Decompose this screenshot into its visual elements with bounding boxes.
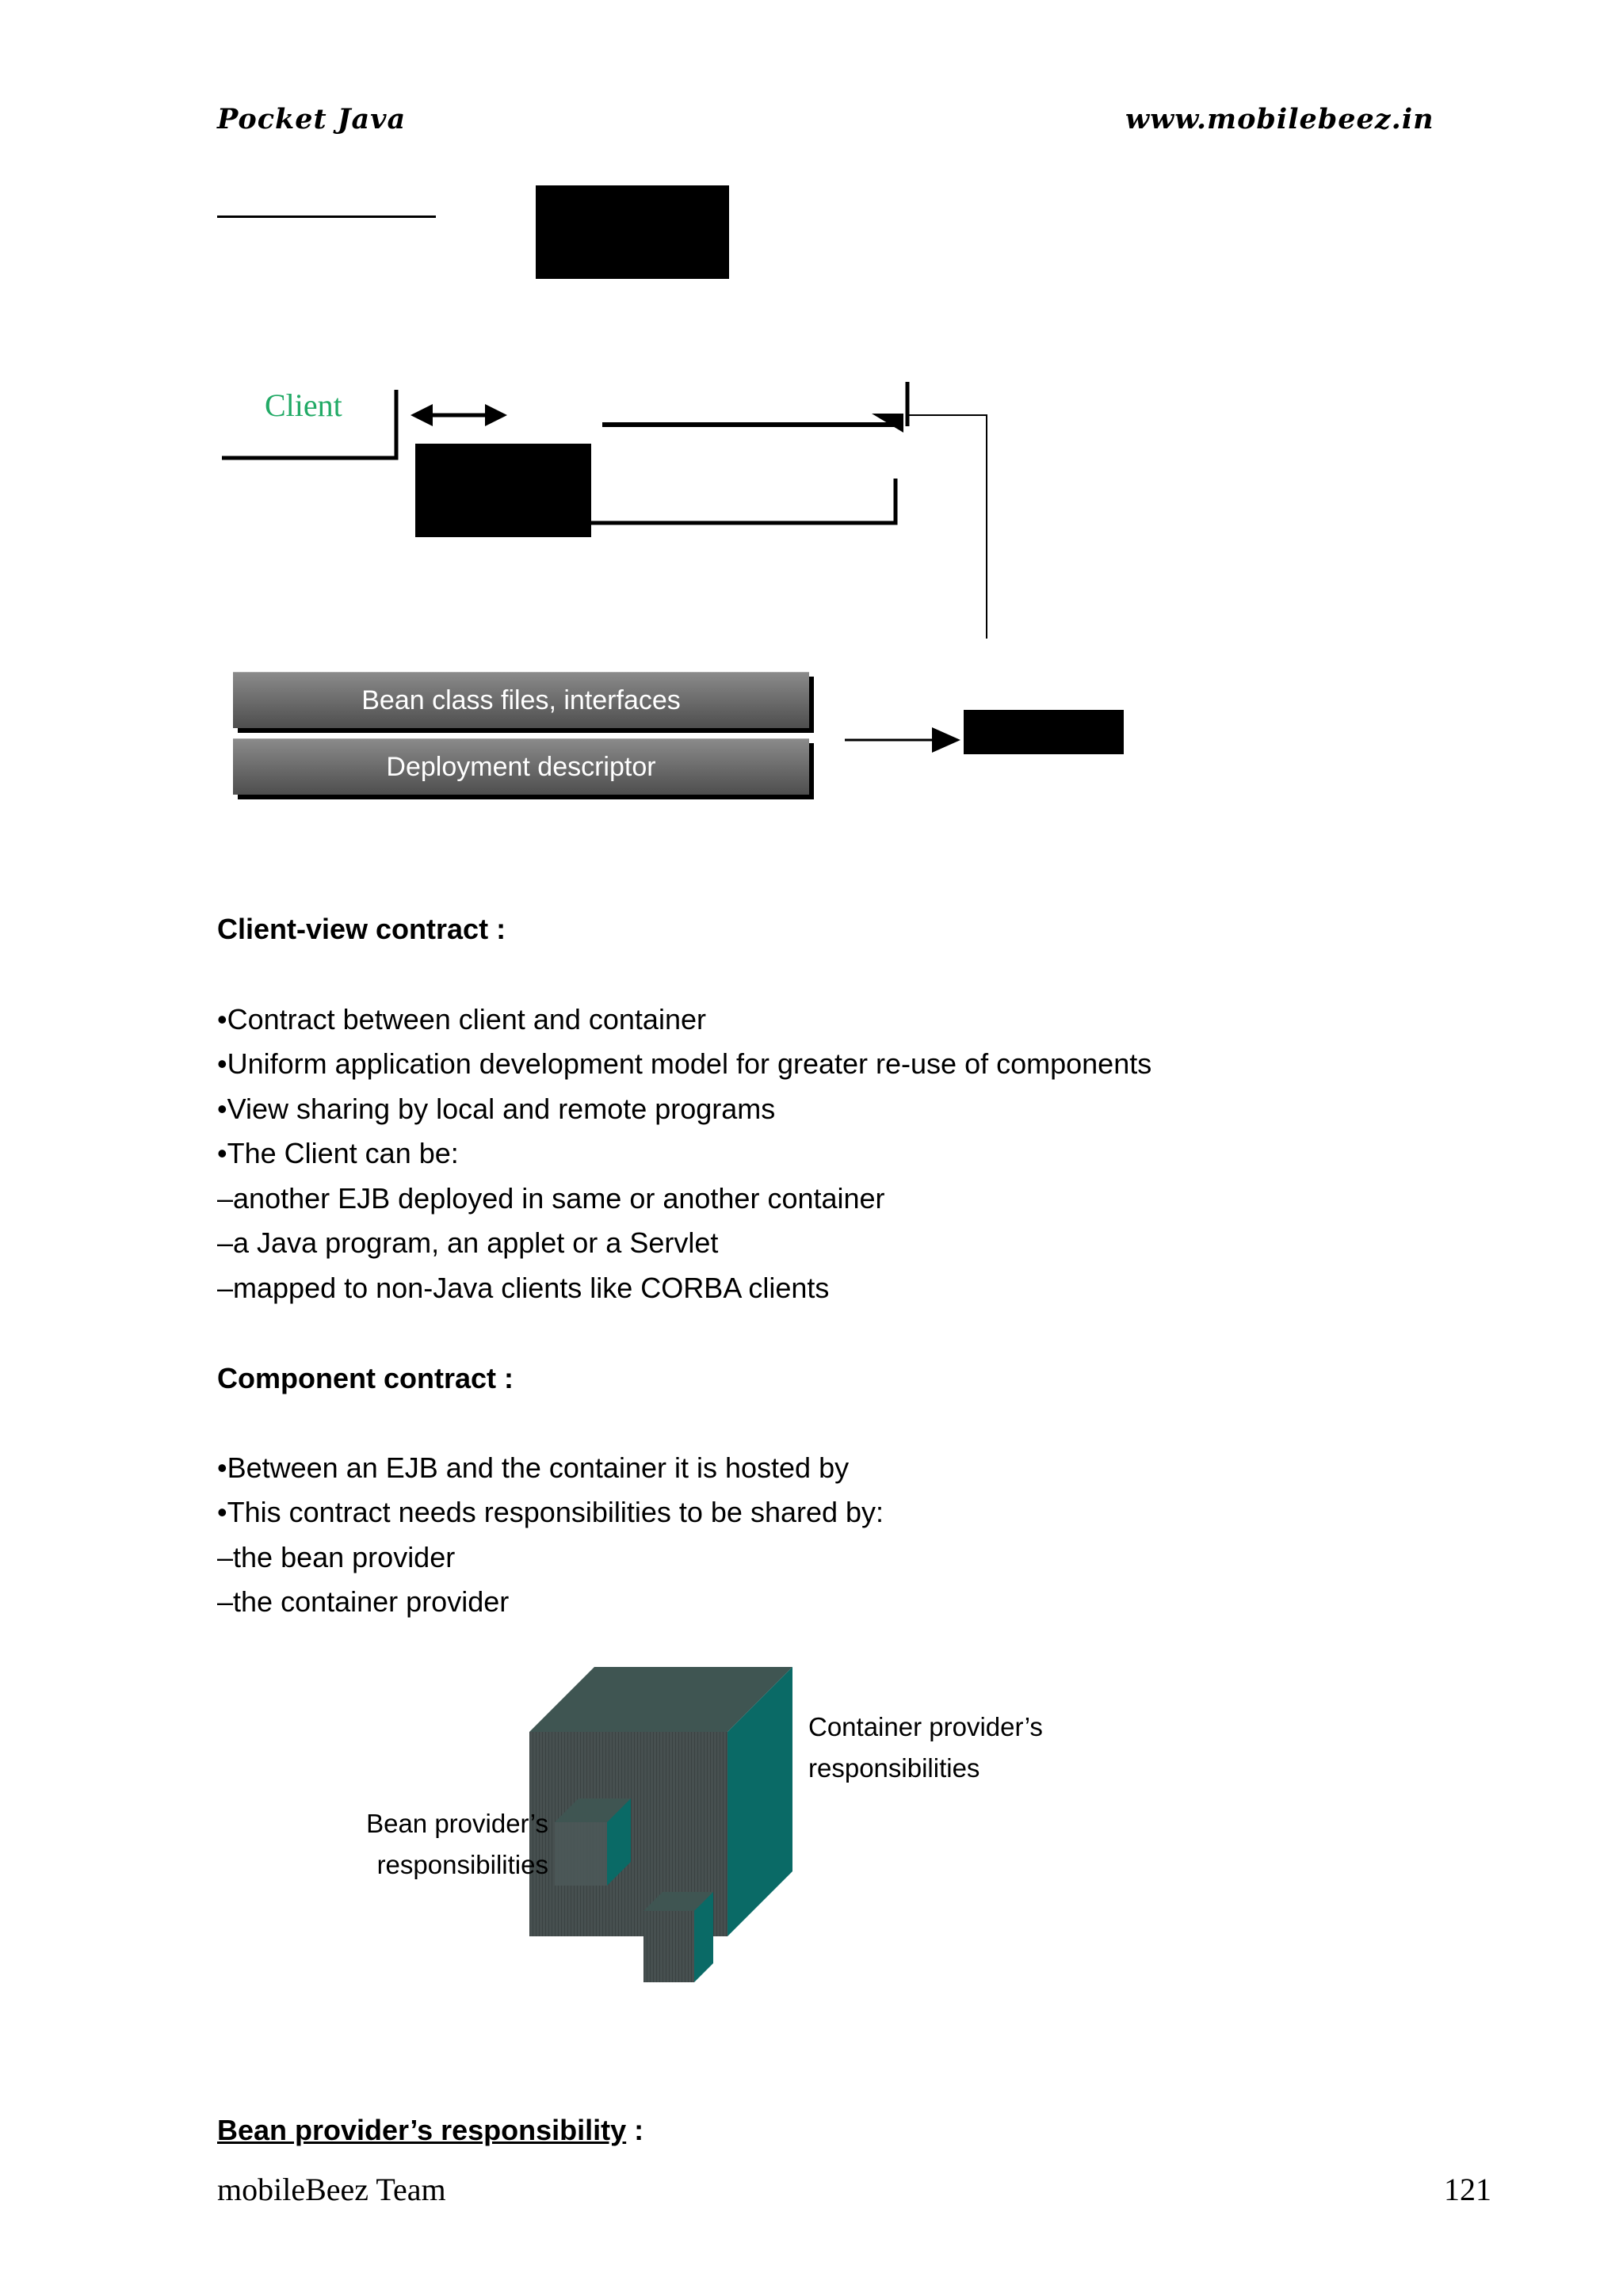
header-right: www.mobilebeez.in [1125,103,1434,135]
container-label-line1: Container provider’s [808,1712,1043,1741]
component-contract-heading: Component contract : [217,1362,514,1394]
list-item: –mapped to non-Java clients like CORBA clients [217,1272,830,1304]
list-item: •View sharing by local and remote programs [217,1093,776,1125]
client-label: Client [265,387,342,423]
bean-label-line2: responsibilities [376,1850,548,1879]
bean-responsibility-title: Bean provider’s responsibility [217,2114,627,2146]
bean-responsibilities-label [355,1803,548,1886]
list-item: •Uniform application development model for greater re-use of components [217,1047,1152,1080]
bean-responsibility-heading [217,2114,643,2147]
container-label-line2: responsibilities [808,1753,980,1783]
list-item: –a Java program, an applet or a Servlet [217,1226,719,1259]
bean-label-line1: Bean provider’s [366,1809,548,1838]
client-view-heading: Client-view contract : [217,913,506,945]
container-responsibilities-label [808,1707,1043,1789]
list-item: –the bean provider [217,1541,456,1573]
header-left: Pocket Java [217,103,407,135]
list-item: –another EJB deployed in same or another container [217,1182,885,1215]
deployment-descriptor-bar: Deployment descriptor [233,738,809,795]
list-item: •This contract needs responsibilities to be shared by: [217,1496,884,1528]
list-item: •Between an EJB and the container it is hosted by [217,1451,850,1484]
list-item: •The Client can be: [217,1137,459,1169]
footer-team: mobileBeez Team [217,2172,446,2207]
bean-responsibility-colon: : [626,2114,644,2146]
list-item: •Contract between client and container [217,1003,706,1035]
list-item: –the container provider [217,1585,510,1618]
bean-class-files-bar: Bean class files, interfaces [233,672,809,728]
page-number: 121 [1444,2172,1491,2207]
